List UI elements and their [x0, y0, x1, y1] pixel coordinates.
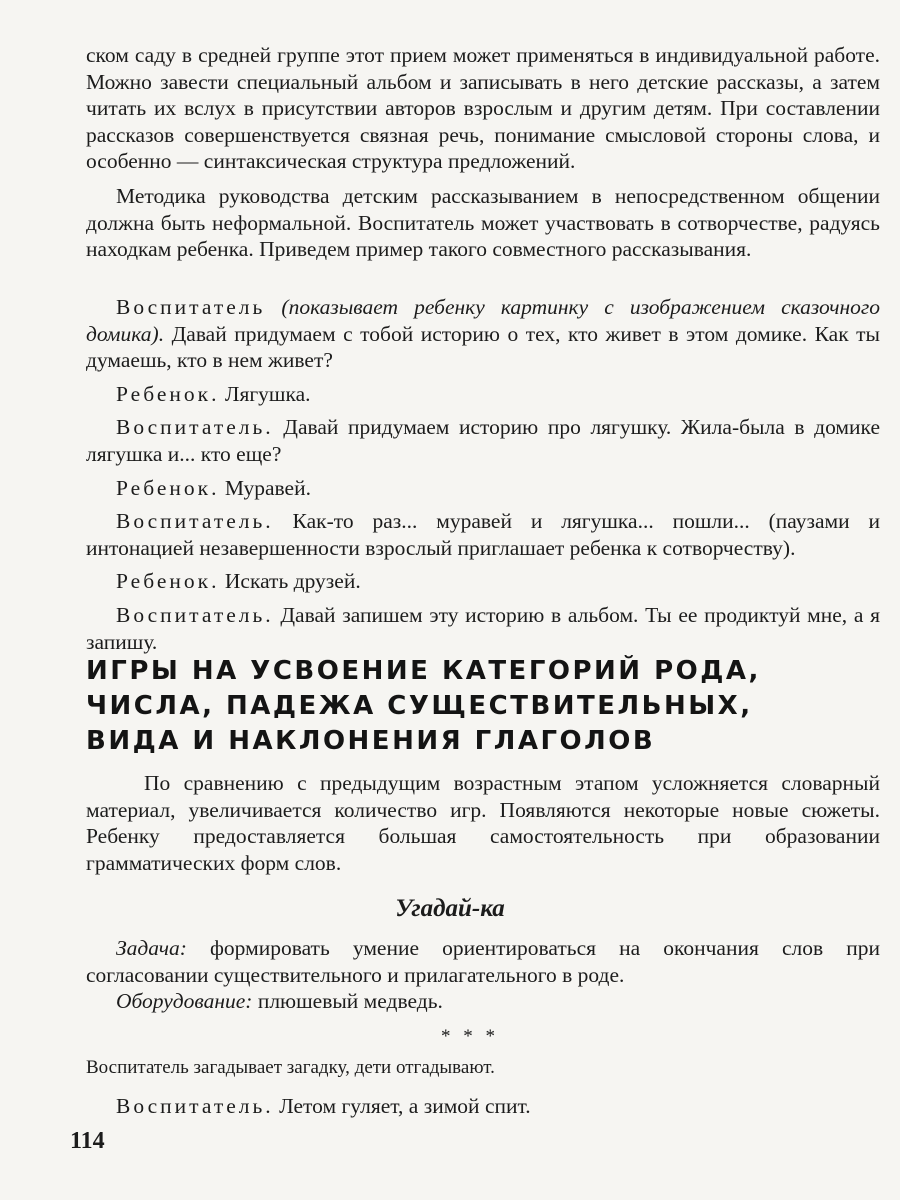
game-task — [86, 935, 880, 988]
section-heading-line-2: ЧИСЛА, ПАДЕЖА СУЩЕСТВИТЕЛЬНЫХ, — [86, 691, 753, 721]
section-heading-line-3: ВИДА И НАКЛОНЕНИЯ ГЛАГОЛОВ — [86, 726, 656, 756]
dialogue-line-1 — [86, 294, 880, 374]
stage-remark: (показывает ребенку картинку с изображением сказочного домика). — [86, 295, 880, 346]
speaker: Воспитатель. — [116, 415, 274, 440]
dialogue-line-6 — [86, 568, 880, 595]
separator-stars: * * * — [441, 1026, 499, 1047]
line-text: Давай придумаем с тобой историю о тех, кто живет в этом домике. Как ты думаешь, кто в нем живет? — [86, 321, 880, 373]
line-text: Муравей. — [219, 475, 311, 500]
speaker: Ребенок. — [116, 381, 220, 406]
dialogue-block — [86, 294, 880, 655]
speaker: Ребенок. — [116, 475, 220, 500]
line-text: Искать друзей. — [219, 569, 361, 594]
opening-text — [86, 42, 880, 263]
game-title: Угадай-ка — [395, 895, 505, 922]
speaker: Воспитатель — [116, 295, 266, 319]
task-text: формировать умение ориентироваться на окончания слов при согласовании существительного и прилагательного в роде. — [86, 936, 880, 987]
dialogue-line-7 — [86, 602, 880, 655]
section-heading-line-1: ИГРЫ НА УСВОЕНИЕ КАТЕГОРИЙ РОДА, — [86, 656, 761, 686]
section-heading — [86, 654, 886, 759]
dialogue-line-2 — [86, 381, 880, 408]
equipment-label: Оборудование: — [116, 989, 253, 1014]
line-text: Как-то раз... муравей и лягушка... пошли... (паузами и интонацией незавершенности взрослый приглашает ребенка к сотворчеству). — [86, 509, 880, 560]
line-text: Давай придумаем историю про лягушку. Жила-была в домике лягушка и... кто еще? — [86, 415, 880, 466]
dialogue-last-line — [86, 1093, 880, 1120]
dialogue-line-5 — [86, 508, 880, 561]
game-note: Воспитатель загадывает загадку, дети отгадывают. — [86, 1057, 495, 1078]
dialogue-line-3 — [86, 414, 880, 467]
speaker: Воспитатель. — [116, 509, 274, 534]
section-intro-block — [86, 770, 880, 876]
task-label: Задача: — [116, 936, 187, 960]
speaker: Воспитатель. — [116, 602, 274, 627]
equipment-text: плюшевый медведь. — [252, 989, 443, 1014]
dialogue-line-4 — [86, 475, 880, 502]
line-text: Давай запишем эту историю в альбом. Ты ее продиктуй мне, а я запишу. — [86, 602, 880, 654]
game-equipment — [86, 988, 880, 1015]
section-intro: По сравнению с предыдущим возрастным этапом усложняется словарный материал, увеличивается количество игр. Появляются некоторые новые сюжеты. Ребенку предоставляется большая самостоятельность при образовании грамматических форм слов. — [86, 771, 880, 875]
last-line-block — [86, 1093, 880, 1120]
paragraph-method: Методика руководства детским рассказыванием в непосредственном общении должна быть неформальной. Воспитатель может участвовать в сотворчестве, радуясь находкам ребенка. Приведем пример такого совместного рассказывания. — [86, 183, 880, 262]
game-details — [86, 935, 880, 1015]
speaker: Ребенок. — [116, 569, 220, 594]
page-number: 114 — [70, 1128, 105, 1154]
line-text: Летом гуляет, а зимой спит. — [273, 1094, 531, 1118]
line-text: Лягушка. — [219, 381, 311, 406]
paragraph-continuation: ском саду в средней группе этот прием может применяться в индивидуальной работе. Можно завести специальный альбом и записывать в него детские рассказы, а затем читать их вслух в присутствии авторов взрослым и другим детям. При составлении рассказов совершенствуется связная речь, понимание смысловой стороны слова, и особенно — синтаксическая структура предложений. — [86, 43, 880, 174]
speaker: Воспитатель. — [116, 1094, 274, 1118]
